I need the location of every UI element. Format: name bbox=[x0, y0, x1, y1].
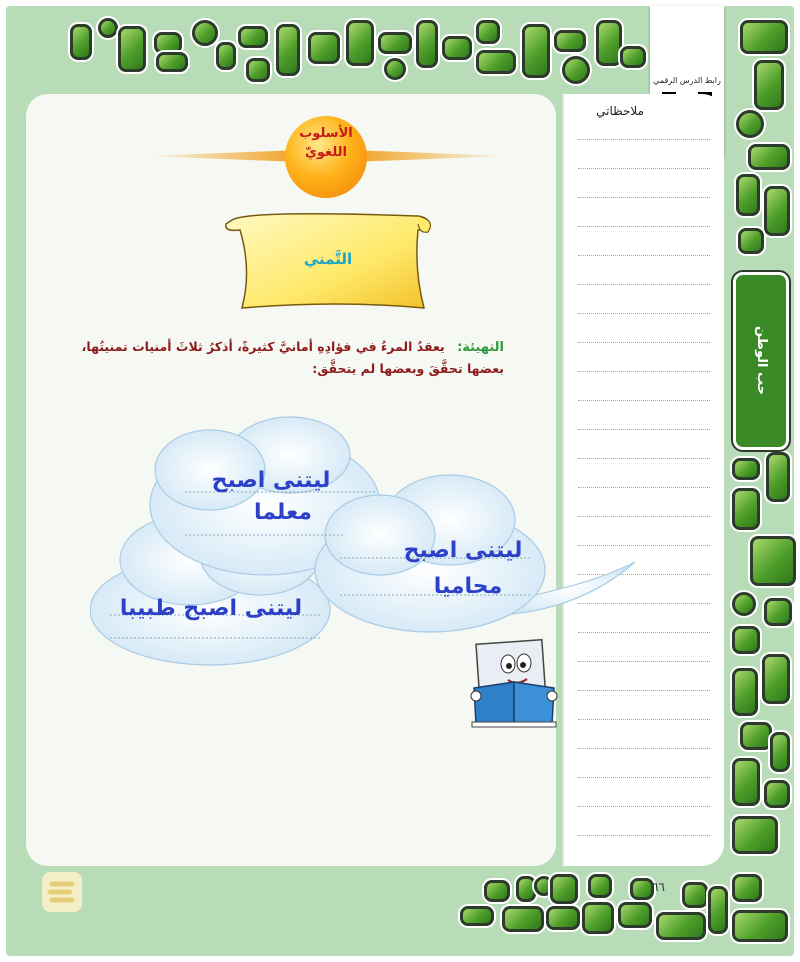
decor-pill bbox=[98, 18, 118, 38]
wish-1-line2[interactable]: معلما bbox=[253, 500, 313, 525]
intro-label: التهيئة: bbox=[457, 340, 504, 355]
note-line[interactable] bbox=[578, 806, 710, 807]
decor-pill bbox=[476, 50, 516, 74]
decor-pill bbox=[732, 668, 758, 716]
decor-pill bbox=[442, 36, 472, 60]
decor-pill bbox=[192, 20, 218, 46]
wish-1-line1[interactable]: ليتنى اصبح bbox=[211, 468, 331, 493]
note-line[interactable] bbox=[578, 197, 710, 198]
side-tab bbox=[733, 272, 789, 450]
decor-pill bbox=[156, 52, 188, 72]
note-line[interactable] bbox=[578, 690, 710, 691]
decor-pill bbox=[416, 20, 438, 68]
decor-pill bbox=[732, 626, 760, 654]
decor-pill bbox=[384, 58, 406, 80]
note-line[interactable] bbox=[578, 139, 710, 140]
decor-pill bbox=[476, 20, 500, 44]
decor-pill bbox=[764, 780, 790, 808]
decor-pill bbox=[378, 32, 412, 54]
decor-pill bbox=[732, 592, 756, 616]
qr-label: رابط الدرس الرقمي bbox=[653, 76, 721, 85]
decor-pill bbox=[546, 906, 580, 930]
decor-pill bbox=[582, 902, 614, 934]
page-number: ٦٦ bbox=[652, 880, 665, 894]
intro-paragraph bbox=[80, 336, 504, 379]
decor-pill bbox=[118, 26, 146, 72]
note-line[interactable] bbox=[578, 284, 710, 285]
note-line[interactable] bbox=[578, 719, 710, 720]
note-line[interactable] bbox=[578, 313, 710, 314]
section-title: الأسلوب اللغويّ bbox=[299, 126, 353, 160]
note-line[interactable] bbox=[578, 371, 710, 372]
decor-pill bbox=[732, 458, 760, 480]
decor-pill bbox=[656, 912, 706, 940]
note-line[interactable] bbox=[578, 835, 710, 836]
decor-pill bbox=[238, 26, 268, 48]
decor-pill bbox=[732, 758, 760, 806]
note-line[interactable] bbox=[578, 255, 710, 256]
notes-title: ملاحظاتي bbox=[596, 104, 644, 118]
decor-pill bbox=[588, 874, 612, 898]
intro-text: يعقدُ المرءُ في فؤادِهِ أمانيَّ كثيرةً، أذكرُ ثلاثَ أمنيات تمنيتُها، بعضها تحقَّقَ وبعضها لم يتحقَّق: bbox=[81, 339, 504, 376]
decor-pill bbox=[516, 876, 536, 902]
decor-pill bbox=[246, 58, 270, 82]
wish-2-line1[interactable]: ليتنى اصبح bbox=[403, 538, 523, 563]
decor-pill bbox=[732, 816, 778, 854]
decor-pill bbox=[736, 110, 764, 138]
decor-pill bbox=[216, 42, 236, 70]
decor-pill bbox=[596, 20, 622, 66]
decor-pill bbox=[554, 30, 586, 52]
decor-pill bbox=[308, 32, 340, 64]
decor-pill bbox=[770, 732, 790, 772]
decor-pill bbox=[764, 598, 792, 626]
decor-pill bbox=[732, 488, 760, 530]
note-line[interactable] bbox=[578, 168, 710, 169]
decor-pill bbox=[754, 60, 784, 110]
decor-pill bbox=[736, 174, 760, 216]
publisher-logo-icon bbox=[40, 870, 84, 914]
decor-pill bbox=[484, 880, 510, 902]
decor-pill bbox=[766, 452, 790, 502]
decor-pill bbox=[550, 874, 578, 904]
note-line[interactable] bbox=[578, 342, 710, 343]
decor-pill bbox=[682, 882, 708, 908]
lesson-title: التَّمني bbox=[303, 250, 353, 268]
note-line[interactable] bbox=[578, 777, 710, 778]
decor-pill bbox=[630, 878, 654, 900]
decor-pill bbox=[762, 654, 790, 704]
decor-pill bbox=[562, 56, 590, 84]
decor-pill bbox=[738, 228, 764, 254]
decor-pill bbox=[70, 24, 92, 60]
side-tab-label: حب الوطن bbox=[754, 326, 769, 396]
decor-pill bbox=[740, 20, 788, 54]
decor-pill bbox=[748, 144, 790, 170]
decor-pill bbox=[276, 24, 300, 76]
decor-pill bbox=[522, 24, 550, 78]
thought-clouds bbox=[90, 410, 650, 670]
decor-pill bbox=[346, 20, 374, 66]
decor-pill bbox=[460, 906, 494, 926]
wish-3-line1[interactable]: ليتنى اصبح طبيبا bbox=[119, 596, 303, 621]
decor-pill bbox=[502, 906, 544, 932]
note-line[interactable] bbox=[578, 226, 710, 227]
decor-pill bbox=[740, 722, 772, 750]
wish-2-line2[interactable]: محاميا bbox=[433, 574, 503, 599]
decor-pill bbox=[764, 186, 790, 236]
decor-pill bbox=[732, 874, 762, 902]
decor-pill bbox=[708, 886, 728, 934]
decor-pill bbox=[750, 536, 796, 586]
decor-pill bbox=[154, 32, 182, 54]
note-line[interactable] bbox=[578, 400, 710, 401]
reading-character-icon bbox=[470, 636, 560, 728]
decor-pill bbox=[620, 46, 646, 68]
note-line[interactable] bbox=[578, 748, 710, 749]
decor-pill bbox=[732, 910, 788, 942]
decor-pill bbox=[618, 902, 652, 928]
